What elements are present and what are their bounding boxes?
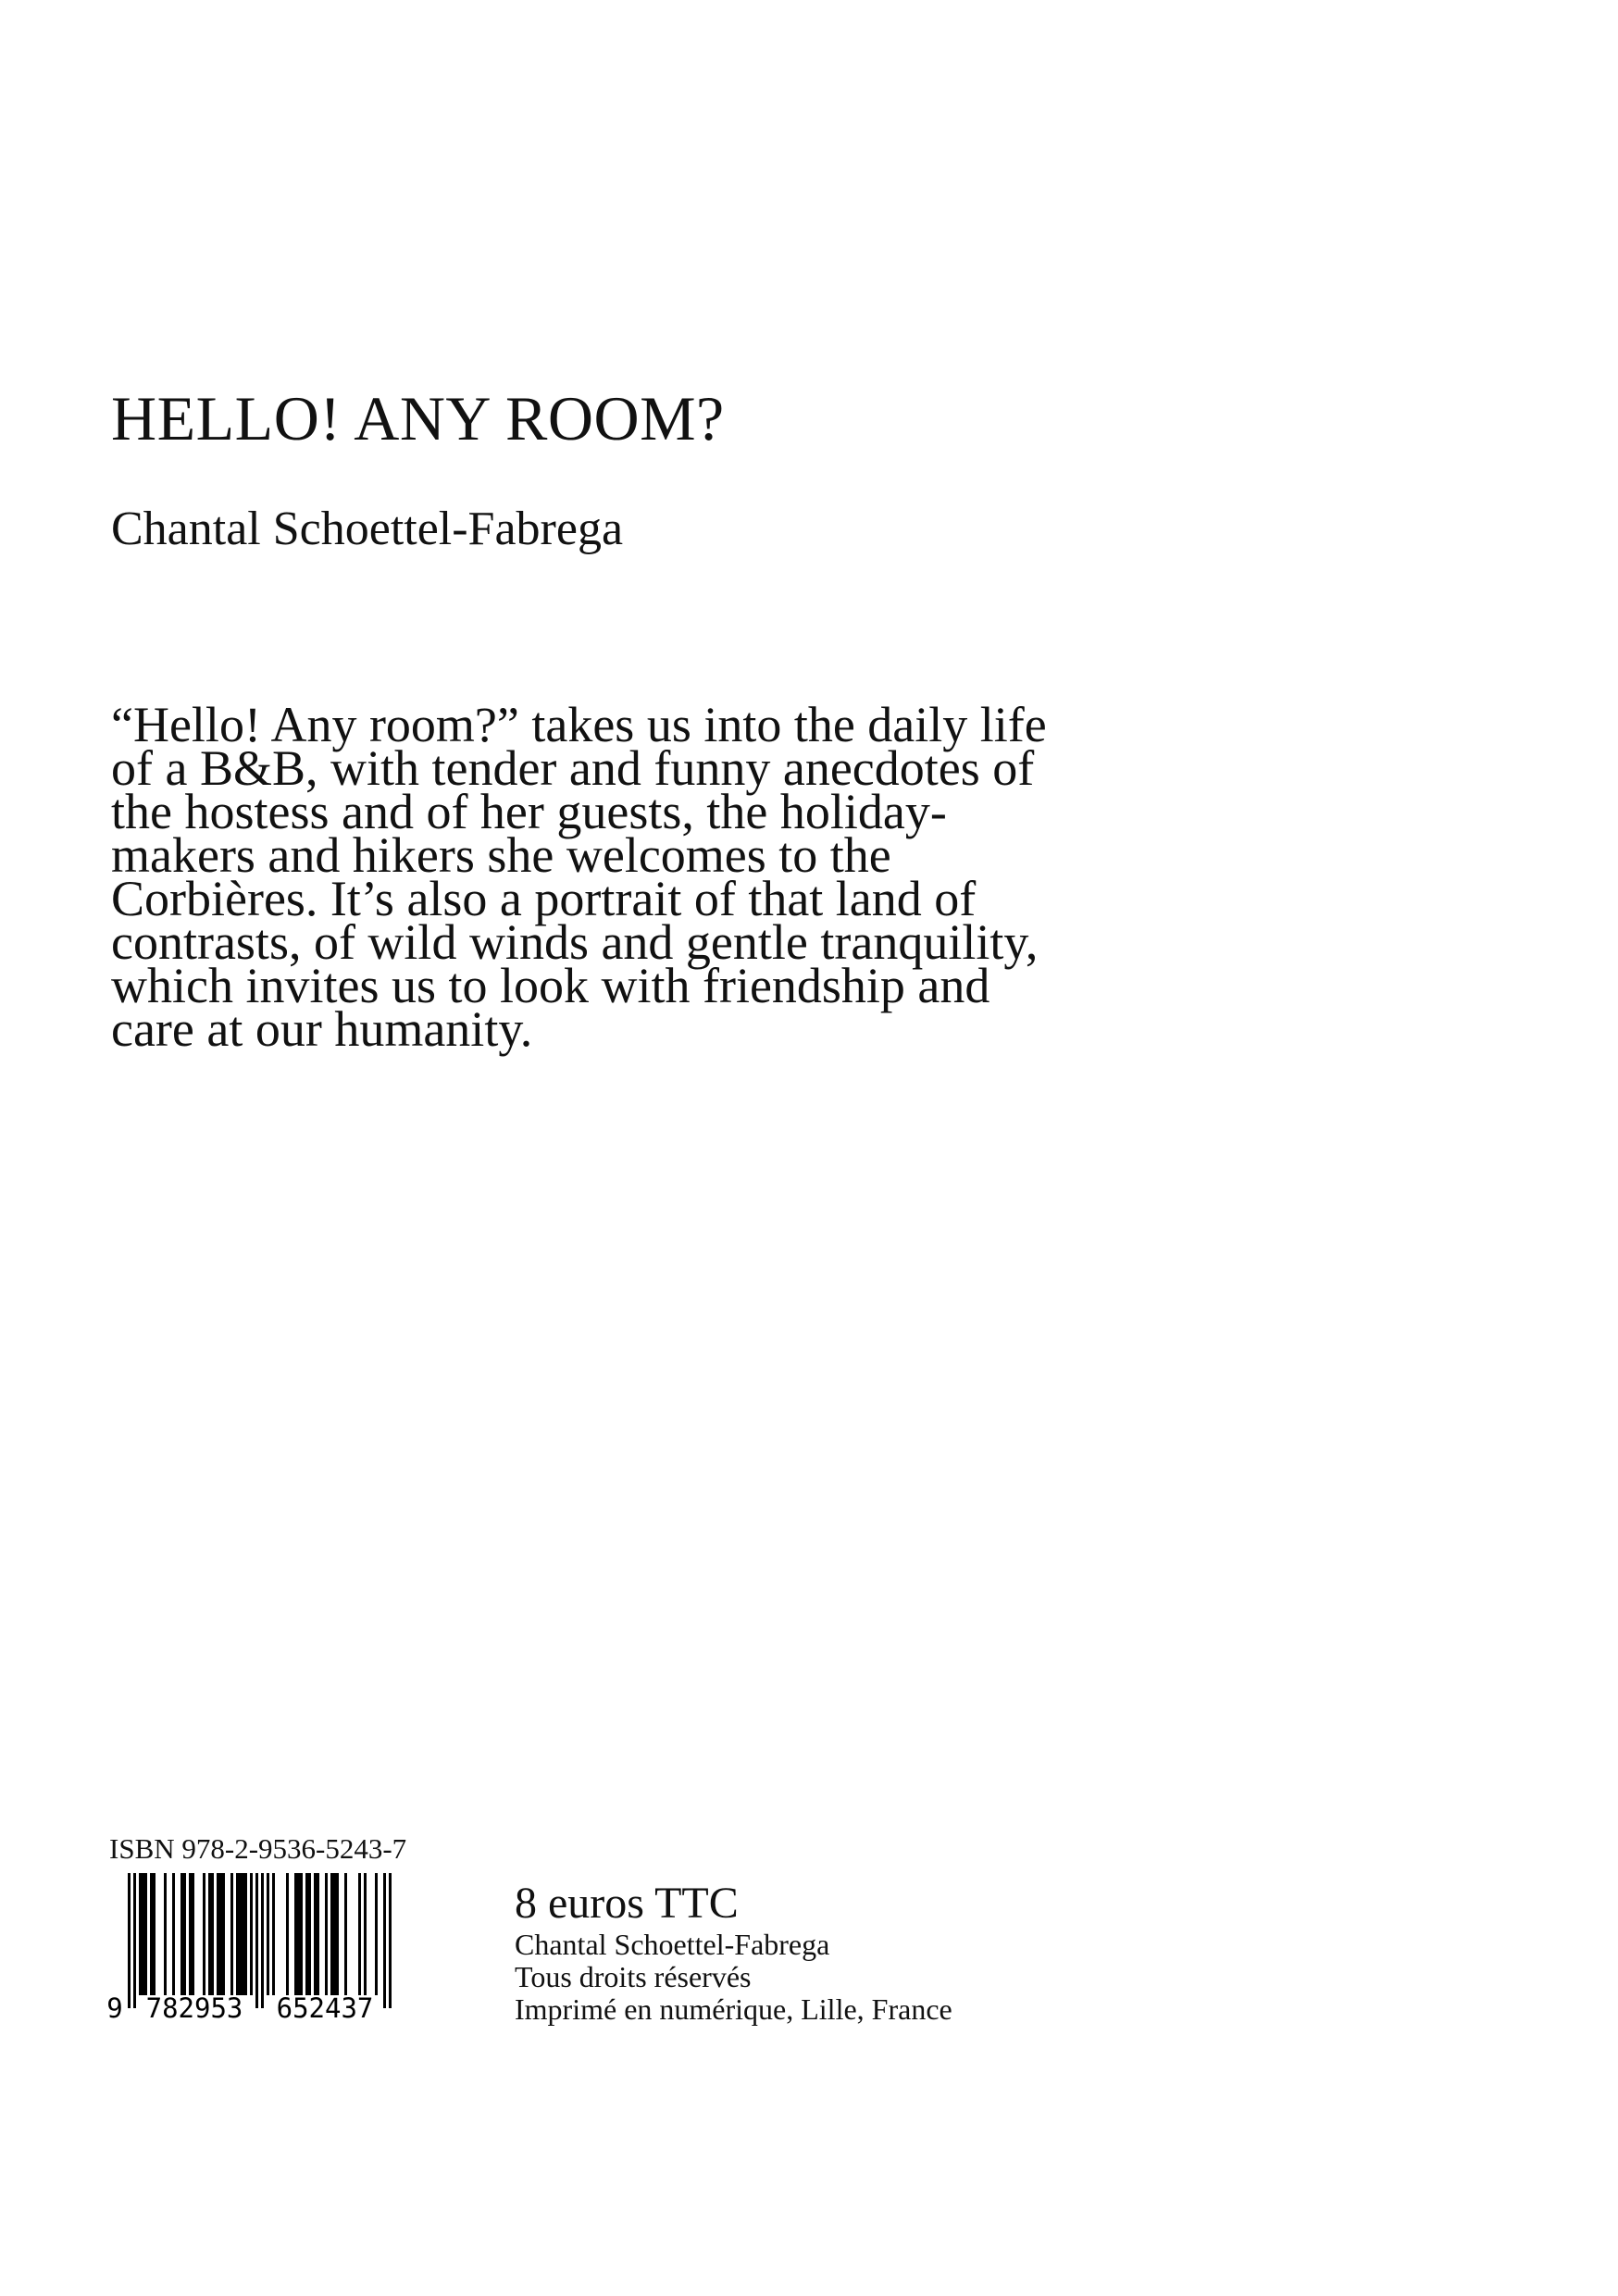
blurb-line: which invites us to look with friendship and — [111, 958, 990, 1013]
price: 8 euros TTC — [515, 1879, 739, 1928]
blurb-line: makers and hikers she welcomes to the — [111, 827, 891, 883]
barcode-bar — [314, 1873, 319, 1995]
barcode-bar — [203, 1873, 205, 1995]
blurb-line: the hostess and of her guests, the holiday- — [111, 784, 947, 839]
blurb-line: care at our humanity. — [111, 1001, 533, 1057]
price-and-imprint — [515, 1879, 952, 2026]
barcode-bar — [133, 1873, 136, 2008]
barcode-bar — [272, 1873, 275, 1995]
barcode-bar — [344, 1873, 347, 1995]
barcode-bar — [236, 1873, 247, 1995]
barcode-bar — [128, 1873, 131, 2008]
barcode-bar — [164, 1873, 167, 1995]
barcode-digits: 782953 — [145, 1992, 243, 2021]
barcode-graphic — [104, 1873, 455, 2021]
blurb-line: “Hello! Any room?” takes us into the daily life — [111, 697, 1047, 752]
book-title: HELLO! ANY ROOM? — [111, 383, 725, 453]
isbn-label: ISBN 978-2-9536-5243-7 — [109, 1832, 407, 1865]
author-name: Chantal Schoettel-Fabrega — [111, 503, 624, 555]
barcode-bar — [150, 1873, 156, 1995]
barcode-bar — [375, 1873, 378, 1995]
blurb-line: Corbières. It’s also a portrait of that land of — [111, 871, 977, 926]
barcode-bar — [267, 1873, 269, 1995]
barcode-bar — [261, 1873, 264, 2008]
barcode-bar — [389, 1873, 392, 2008]
barcode-bar — [255, 1873, 258, 2008]
barcode-bar — [325, 1873, 328, 1995]
barcode-digits: 652437 — [276, 1992, 374, 2021]
rights-notice: Tous droits réservés — [515, 1960, 752, 1993]
barcode-bar — [286, 1873, 289, 1995]
blurb-line: contrasts, of wild winds and gentle tranquility, — [111, 914, 1039, 970]
barcode-bar — [294, 1873, 303, 1995]
printing-notice: Imprimé en numérique, Lille, France — [515, 1992, 952, 2026]
barcode-bar — [364, 1873, 367, 1995]
barcode-bar — [230, 1873, 233, 1995]
blurb-line: of a B&B, with tender and funny anecdotes of — [111, 740, 1035, 796]
barcode-bar — [172, 1873, 175, 1995]
back-cover-blurb — [111, 697, 1259, 1057]
barcode-digits: 9 — [106, 1992, 123, 2021]
imprint-author: Chantal Schoettel-Fabrega — [515, 1928, 830, 1961]
barcode-bar — [305, 1873, 311, 1995]
barcode-bar — [383, 1873, 386, 2008]
barcode-bar — [139, 1873, 147, 1995]
barcode-bar — [250, 1873, 253, 1995]
barcode-bar — [358, 1873, 361, 1995]
isbn-barcode — [104, 1873, 455, 2021]
barcode-bar — [189, 1873, 194, 1995]
barcode-bar — [330, 1873, 339, 1995]
barcode-bar — [208, 1873, 214, 1995]
barcode-bar — [217, 1873, 225, 1995]
barcode-bar — [180, 1873, 186, 1995]
